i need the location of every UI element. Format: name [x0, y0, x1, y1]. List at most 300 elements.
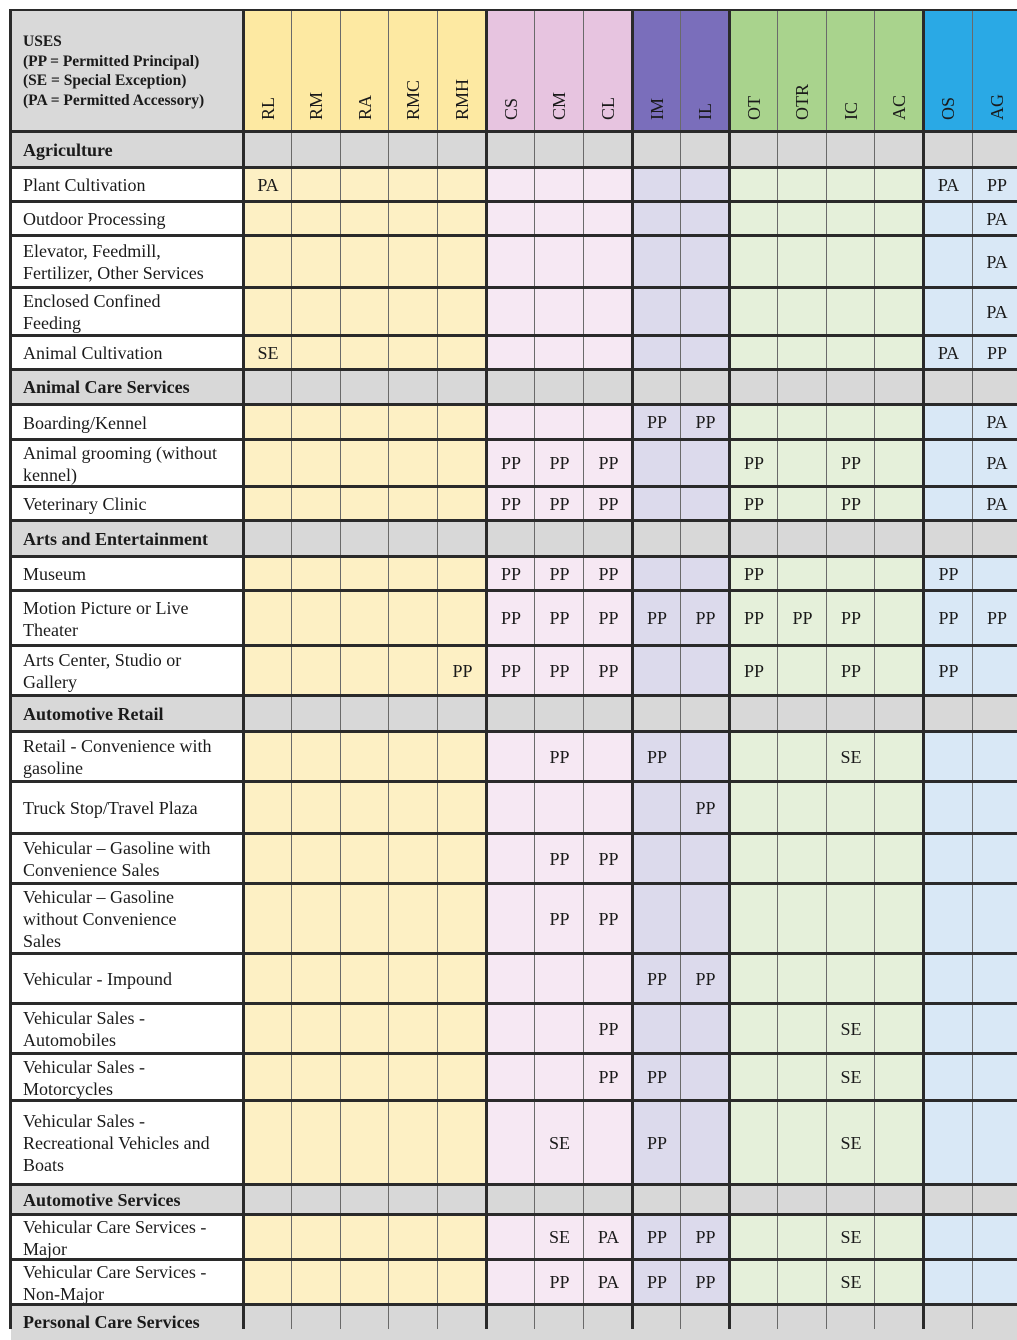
permission-cell	[244, 1054, 292, 1101]
section-cell	[973, 1305, 1017, 1340]
use-label-line: Convenience Sales	[23, 860, 160, 880]
permission-cell	[875, 440, 924, 487]
zone-code: IL	[695, 103, 715, 120]
section-cell	[778, 521, 827, 557]
permission-cell	[730, 288, 778, 336]
permission-cell	[341, 954, 389, 1004]
use-label-line: Animal grooming (without	[23, 442, 217, 463]
row-divider	[9, 952, 1017, 955]
row-divider	[9, 166, 1017, 169]
permission-cell	[341, 202, 389, 236]
permission-cell	[292, 1215, 341, 1260]
permission-cell: PA	[924, 168, 973, 202]
section-cell	[633, 1305, 681, 1340]
permission-cell	[924, 782, 973, 834]
section-cell	[487, 132, 535, 168]
permission-cell	[292, 1054, 341, 1101]
permission-cell	[681, 884, 730, 954]
permission-cell	[973, 954, 1017, 1004]
permission-cell: PP	[535, 557, 584, 591]
permission-cell	[633, 834, 681, 884]
section-cell	[730, 370, 778, 405]
permission-cell	[584, 336, 633, 370]
section-cell	[535, 132, 584, 168]
permission-cell	[438, 884, 487, 954]
permission-cell: PP	[778, 591, 827, 646]
permission-cell	[681, 557, 730, 591]
permission-cell	[875, 1215, 924, 1260]
section-cell	[633, 521, 681, 557]
permission-cell	[827, 202, 875, 236]
permission-cell	[875, 954, 924, 1004]
permission-cell	[924, 440, 973, 487]
zone-code: RMC	[403, 79, 423, 120]
permission-cell	[875, 646, 924, 696]
permission-cell	[487, 1054, 535, 1101]
permission-cell	[487, 288, 535, 336]
zone-header-ra	[341, 10, 389, 132]
use-label-line: Automobiles	[23, 1030, 116, 1050]
section-cell	[584, 1305, 633, 1340]
permission-cell	[389, 236, 438, 288]
permission-cell	[487, 1004, 535, 1054]
permission-cell	[341, 646, 389, 696]
permission-cell: PP	[487, 557, 535, 591]
permission-cell	[535, 336, 584, 370]
permission-cell	[244, 884, 292, 954]
section-cell	[438, 1185, 487, 1215]
permission-cell: PP	[827, 487, 875, 521]
permission-cell	[875, 1260, 924, 1305]
column-divider	[972, 10, 973, 1329]
permission-cell	[778, 646, 827, 696]
column-divider	[874, 10, 875, 1329]
permission-cell	[487, 202, 535, 236]
permission-cell	[584, 202, 633, 236]
permission-cell	[389, 1101, 438, 1185]
permission-cell	[633, 557, 681, 591]
legend-line: (PP = Permitted Principal)	[23, 52, 200, 70]
permission-cell	[633, 236, 681, 288]
permission-cell	[973, 1215, 1017, 1260]
permission-cell	[341, 884, 389, 954]
zone-code: RA	[354, 94, 375, 120]
permission-cell	[292, 236, 341, 288]
permission-cell	[778, 288, 827, 336]
section-cell	[244, 370, 292, 405]
permission-cell	[389, 782, 438, 834]
column-divider	[291, 10, 292, 1329]
permission-cell	[244, 405, 292, 440]
permission-cell	[438, 288, 487, 336]
section-cell	[389, 370, 438, 405]
permission-cell: PP	[730, 557, 778, 591]
use-label-line: Fertilizer, Other Services	[23, 263, 204, 283]
permission-cell	[438, 487, 487, 521]
permission-cell: PA	[973, 202, 1017, 236]
column-divider	[583, 10, 584, 1329]
permission-cell	[292, 202, 341, 236]
permission-cell	[875, 1054, 924, 1101]
section-cell	[924, 1305, 973, 1340]
permission-cell	[341, 1054, 389, 1101]
permission-cell	[389, 1260, 438, 1305]
permission-cell	[924, 732, 973, 782]
permission-cell	[778, 834, 827, 884]
row-divider	[9, 1099, 1017, 1102]
use-label-line: Agriculture	[23, 139, 113, 160]
permission-cell	[535, 288, 584, 336]
permission-cell	[341, 1004, 389, 1054]
permission-cell	[292, 1260, 341, 1305]
permission-cell	[389, 1215, 438, 1260]
permission-cell	[778, 336, 827, 370]
zone-code: RM	[306, 91, 326, 120]
permission-cell	[292, 557, 341, 591]
permission-cell	[389, 884, 438, 954]
permission-cell: PP	[584, 1054, 633, 1101]
permission-cell	[681, 1101, 730, 1185]
permission-cell	[633, 782, 681, 834]
permission-cell	[487, 405, 535, 440]
use-label-line: Automotive Services	[23, 1189, 181, 1210]
permission-cell	[389, 954, 438, 1004]
permission-cell	[584, 1101, 633, 1185]
permission-cell: PP	[633, 405, 681, 440]
permission-cell	[584, 954, 633, 1004]
use-label-line: Boarding/Kennel	[23, 412, 147, 433]
section-cell	[584, 132, 633, 168]
section-cell	[973, 370, 1017, 405]
use-label	[11, 884, 244, 954]
section-cell	[924, 696, 973, 732]
permission-cell: PP	[633, 591, 681, 646]
row-divider	[9, 694, 1017, 697]
section-cell	[438, 370, 487, 405]
use-label-line: Animal Care Services	[23, 377, 190, 397]
section-cell	[875, 521, 924, 557]
permission-cell	[681, 236, 730, 288]
zone-header-os	[924, 10, 973, 132]
section-cell	[584, 521, 633, 557]
column-divider	[534, 10, 535, 1329]
section-cell	[633, 696, 681, 732]
zone-code: OTR	[792, 84, 812, 120]
permission-cell	[730, 834, 778, 884]
use-label-line: Veterinary Clinic	[23, 494, 147, 514]
section-cell	[778, 1305, 827, 1340]
use-label-line: Vehicular Care Services -	[23, 1261, 207, 1282]
permission-cell: PP	[584, 834, 633, 884]
permission-cell	[633, 884, 681, 954]
permission-cell	[244, 646, 292, 696]
permission-cell	[389, 591, 438, 646]
permission-cell	[778, 732, 827, 782]
row-divider	[9, 403, 1017, 406]
zone-header-ac	[875, 10, 924, 132]
section-cell	[487, 521, 535, 557]
section-cell	[730, 696, 778, 732]
section-cell	[681, 370, 730, 405]
section-cell	[778, 696, 827, 732]
use-label	[11, 1260, 244, 1305]
section-cell	[973, 696, 1017, 732]
permission-cell	[924, 884, 973, 954]
permission-cell	[341, 591, 389, 646]
permission-cell	[827, 954, 875, 1004]
permission-cell	[341, 1260, 389, 1305]
permission-cell: PP	[535, 884, 584, 954]
permission-cell	[487, 1101, 535, 1185]
permission-cell	[292, 782, 341, 834]
permission-cell: PP	[584, 591, 633, 646]
permission-cell: SE	[827, 732, 875, 782]
permission-cell	[778, 440, 827, 487]
row-divider	[9, 368, 1017, 371]
permission-cell: SE	[827, 1054, 875, 1101]
section-cell	[244, 696, 292, 732]
section-cell	[244, 521, 292, 557]
permission-cell	[244, 1215, 292, 1260]
permission-cell	[778, 1004, 827, 1054]
use-label-line: Museum	[23, 564, 86, 584]
section-cell	[827, 696, 875, 732]
section-cell	[875, 132, 924, 168]
section-cell	[924, 521, 973, 557]
use-label	[11, 236, 244, 288]
permission-cell: PP	[827, 440, 875, 487]
permission-cell	[389, 646, 438, 696]
permission-cell	[438, 236, 487, 288]
section-cell	[438, 1305, 487, 1340]
row-divider	[9, 1303, 1017, 1306]
permission-cell	[389, 834, 438, 884]
section-cell	[292, 521, 341, 557]
permission-cell: PP	[487, 440, 535, 487]
permission-cell: PP	[633, 954, 681, 1004]
permission-cell: PP	[487, 646, 535, 696]
permission-cell	[341, 487, 389, 521]
permission-cell: SE	[827, 1004, 875, 1054]
permission-cell: PP	[633, 732, 681, 782]
permission-cell	[341, 1215, 389, 1260]
section-cell	[924, 132, 973, 168]
section-cell	[292, 370, 341, 405]
permission-cell	[292, 405, 341, 440]
permission-cell	[341, 168, 389, 202]
permission-cell	[778, 557, 827, 591]
permission-cell	[681, 202, 730, 236]
section-cell	[973, 521, 1017, 557]
zone-header-ot	[730, 10, 778, 132]
section-cell	[778, 132, 827, 168]
section-heading	[11, 1305, 244, 1340]
section-cell	[924, 1185, 973, 1215]
permission-cell: PP	[973, 591, 1017, 646]
zone-code: IC	[840, 102, 861, 120]
permission-cell: PP	[681, 1260, 730, 1305]
section-cell	[244, 132, 292, 168]
permission-cell	[292, 884, 341, 954]
permission-cell	[973, 884, 1017, 954]
permission-cell	[487, 782, 535, 834]
permission-cell	[292, 732, 341, 782]
permission-cell	[389, 487, 438, 521]
row-divider	[9, 730, 1017, 733]
use-label	[11, 591, 244, 646]
section-cell	[973, 132, 1017, 168]
section-cell	[875, 370, 924, 405]
row-divider	[9, 1213, 1017, 1216]
permission-cell	[292, 168, 341, 202]
permission-cell	[438, 1004, 487, 1054]
section-heading	[11, 696, 244, 732]
use-label-line: Arts Center, Studio or	[23, 650, 182, 670]
section-cell	[535, 521, 584, 557]
use-label	[11, 440, 244, 487]
permission-cell: PP	[633, 1215, 681, 1260]
section-cell	[341, 521, 389, 557]
permission-cell: PP	[973, 168, 1017, 202]
row-divider	[9, 485, 1017, 488]
uses-legend	[11, 10, 244, 132]
permission-cell: SE	[535, 1101, 584, 1185]
use-label-line: Boats	[23, 1155, 65, 1175]
use-label-line: Animal Cultivation	[23, 343, 163, 363]
permission-cell	[973, 1054, 1017, 1101]
use-label	[11, 168, 244, 202]
section-cell	[535, 696, 584, 732]
permission-cell	[487, 884, 535, 954]
zone-header-il	[681, 10, 730, 132]
zone-header-otr	[778, 10, 827, 132]
permission-cell: PA	[973, 440, 1017, 487]
section-cell	[244, 1305, 292, 1340]
permission-cell	[681, 1054, 730, 1101]
permission-cell: PP	[924, 557, 973, 591]
permission-cell	[438, 782, 487, 834]
use-label	[11, 646, 244, 696]
permission-cell	[535, 202, 584, 236]
permission-cell	[341, 834, 389, 884]
section-cell	[244, 1185, 292, 1215]
permission-cell	[535, 782, 584, 834]
row-divider	[9, 832, 1017, 835]
column-divider	[437, 10, 438, 1329]
permission-cell	[244, 782, 292, 834]
permission-cell: PA	[973, 487, 1017, 521]
permission-cell: PP	[681, 954, 730, 1004]
use-label-line: Arts and Entertainment	[23, 528, 208, 549]
permission-cell	[633, 646, 681, 696]
use-label-line: Personal Care Services	[23, 1312, 200, 1332]
section-cell	[389, 1185, 438, 1215]
permission-cell: PP	[535, 646, 584, 696]
permission-cell	[730, 1215, 778, 1260]
permission-cell	[973, 782, 1017, 834]
zone-header-cl	[584, 10, 633, 132]
use-label	[11, 782, 244, 834]
section-cell	[487, 370, 535, 405]
zone-code: OS	[938, 96, 958, 120]
permission-cell	[292, 1101, 341, 1185]
use-label-line: without Convenience	[23, 909, 177, 929]
permission-cell: SE	[827, 1260, 875, 1305]
zone-code: AC	[889, 94, 909, 120]
permission-cell	[778, 1101, 827, 1185]
use-label-line: Recreational Vehicles and	[23, 1133, 210, 1153]
section-cell	[292, 1185, 341, 1215]
row-divider	[9, 780, 1017, 783]
permission-cell: PP	[535, 834, 584, 884]
permission-cell: PP	[584, 440, 633, 487]
permission-cell: PP	[535, 487, 584, 521]
section-cell	[535, 1305, 584, 1340]
permission-cell	[875, 288, 924, 336]
permission-cell	[487, 834, 535, 884]
permission-cell	[875, 405, 924, 440]
use-label-line: Motion Picture or Live	[23, 597, 189, 618]
permission-cell: PP	[535, 591, 584, 646]
use-label-line: Vehicular Sales -	[23, 1111, 145, 1131]
section-cell	[827, 370, 875, 405]
group-divider	[485, 10, 488, 1329]
permission-cell	[681, 288, 730, 336]
section-cell	[584, 370, 633, 405]
permission-cell	[973, 1260, 1017, 1305]
permission-cell	[633, 1004, 681, 1054]
section-cell	[389, 696, 438, 732]
permission-cell	[778, 782, 827, 834]
permission-cell	[487, 168, 535, 202]
permission-cell	[730, 1054, 778, 1101]
permission-cell	[973, 557, 1017, 591]
permission-cell	[681, 732, 730, 782]
permission-cell	[487, 1260, 535, 1305]
permission-cell	[730, 782, 778, 834]
permission-cell	[292, 646, 341, 696]
permission-cell: PP	[584, 1004, 633, 1054]
permission-cell	[681, 487, 730, 521]
permission-cell	[438, 732, 487, 782]
permission-cell	[681, 440, 730, 487]
permission-cell	[389, 405, 438, 440]
permission-cell	[438, 1101, 487, 1185]
zone-code: RMH	[452, 78, 472, 120]
permission-cell	[633, 168, 681, 202]
permission-cell	[827, 168, 875, 202]
zone-header-ic	[827, 10, 875, 132]
section-cell	[681, 1305, 730, 1340]
permission-cell	[973, 1101, 1017, 1185]
row-divider	[9, 555, 1017, 558]
permission-cell: PP	[535, 732, 584, 782]
section-cell	[827, 521, 875, 557]
permission-cell	[244, 440, 292, 487]
use-label-line: Feeding	[23, 313, 81, 333]
permission-cell	[389, 202, 438, 236]
permission-cell	[778, 954, 827, 1004]
permission-cell	[438, 1054, 487, 1101]
section-cell	[341, 370, 389, 405]
permission-cell	[244, 591, 292, 646]
use-label-line: Major	[23, 1238, 67, 1259]
permission-cell: PP	[681, 782, 730, 834]
permission-cell	[438, 1260, 487, 1305]
permission-cell	[730, 1004, 778, 1054]
use-label-line: Plant Cultivation	[23, 175, 146, 195]
section-cell	[827, 1305, 875, 1340]
